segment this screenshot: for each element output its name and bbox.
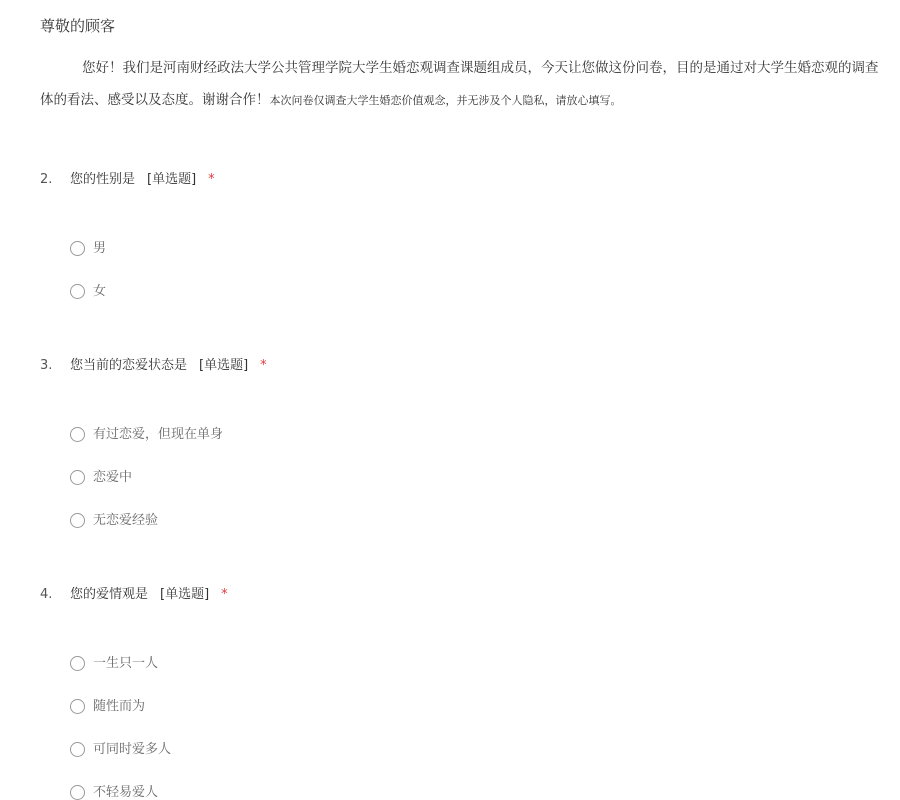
required-mark: * <box>260 358 267 373</box>
option-label: 一生只一人 <box>93 656 159 671</box>
question-type: [单选题] <box>147 172 197 187</box>
radio-button[interactable] <box>70 742 85 757</box>
option-multiple[interactable] <box>70 741 880 784</box>
question-title: 您的性别是 <box>70 172 136 187</box>
question-header <box>40 585 880 605</box>
options-list <box>40 240 880 326</box>
required-mark: * <box>221 587 228 602</box>
intro-line-2 <box>40 84 900 117</box>
privacy-note: 本次问卷仅调查大学生婚恋价值观念，并无涉及个人隐私，请放心填写。 <box>269 94 622 107</box>
option-label: 无恋爱经验 <box>93 513 159 528</box>
radio-button[interactable] <box>70 699 85 714</box>
radio-button[interactable] <box>70 427 85 442</box>
question-number: 3. <box>40 358 53 373</box>
required-mark: * <box>208 172 215 187</box>
option-label: 有过恋爱，但现在单身 <box>93 427 224 442</box>
option-label: 男 <box>93 241 107 256</box>
intro-paragraph <box>40 52 900 117</box>
option-female[interactable] <box>70 283 880 326</box>
option-not-easily[interactable] <box>70 784 880 800</box>
option-one-lifetime[interactable] <box>70 655 880 698</box>
option-was-single-now[interactable] <box>70 426 880 469</box>
question-number: 4. <box>40 587 53 602</box>
option-label: 恋爱中 <box>93 470 133 485</box>
option-casual[interactable] <box>70 698 880 741</box>
option-label: 随性而为 <box>93 699 146 714</box>
question-gender <box>40 170 880 326</box>
question-title: 您当前的恋爱状态是 <box>70 358 188 373</box>
greeting-title: 尊敬的顾客 <box>40 17 116 35</box>
radio-button[interactable] <box>70 513 85 528</box>
option-in-relationship[interactable] <box>70 469 880 512</box>
radio-button[interactable] <box>70 656 85 671</box>
options-list <box>40 655 880 800</box>
question-header <box>40 170 880 190</box>
intro-line-1: 您好！我们是河南财经政法大学公共管理学院大学生婚恋观调查课题组成员，今天让您做这份问卷，目的是通过对大学生婚恋观的调查 <box>82 60 879 76</box>
question-type: [单选题] <box>199 358 249 373</box>
question-number: 2. <box>40 172 53 187</box>
question-love-view <box>40 585 880 800</box>
question-type: [单选题] <box>160 587 210 602</box>
radio-button[interactable] <box>70 470 85 485</box>
option-label: 女 <box>93 284 107 299</box>
radio-button[interactable] <box>70 241 85 256</box>
intro-line-2-text: 体的看法、感受以及态度。谢谢合作！ <box>40 92 270 108</box>
question-header <box>40 356 880 376</box>
option-no-experience[interactable] <box>70 512 880 555</box>
question-title: 您的爱情观是 <box>70 587 149 602</box>
option-label: 可同时爱多人 <box>93 742 172 757</box>
question-relationship-status <box>40 356 880 555</box>
option-label: 不轻易爱人 <box>93 785 159 800</box>
options-list <box>40 426 880 555</box>
radio-button[interactable] <box>70 284 85 299</box>
option-male[interactable] <box>70 240 880 283</box>
radio-button[interactable] <box>70 785 85 800</box>
